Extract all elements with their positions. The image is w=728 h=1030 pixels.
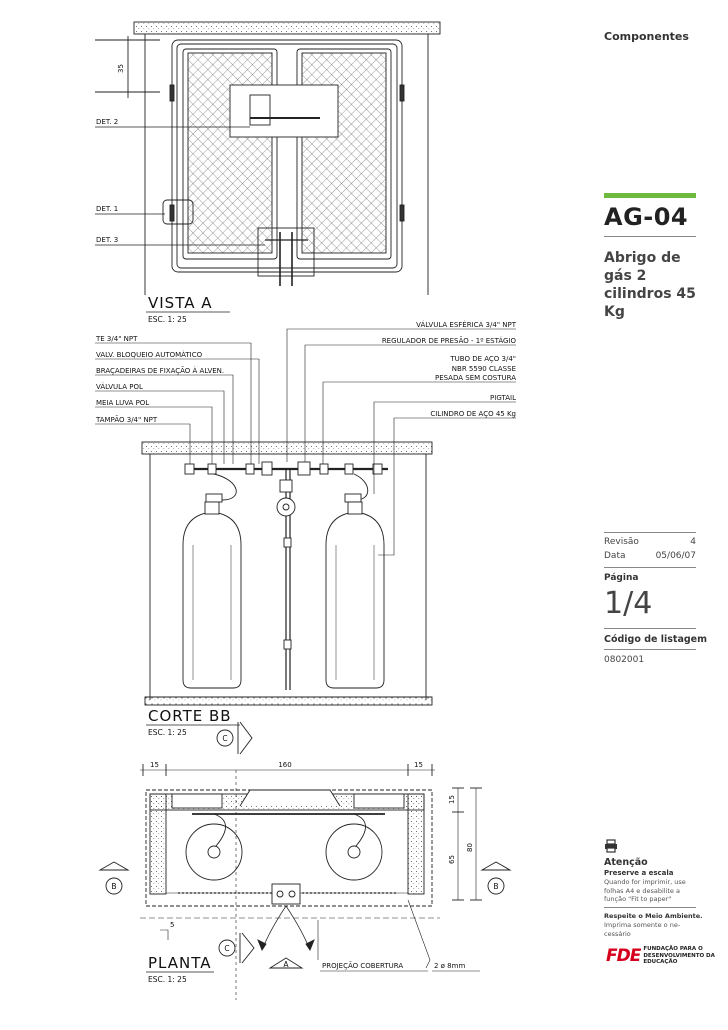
- attention-title: Atenção: [604, 857, 648, 868]
- det2-label: DET. 2: [96, 118, 119, 126]
- det1-label: DET. 1: [96, 205, 119, 213]
- printer-icon: [604, 838, 618, 857]
- section-marker-c-top-label: C: [222, 734, 228, 743]
- dim-5: 5: [170, 921, 175, 929]
- right-gate-mesh: [302, 53, 386, 253]
- dim-15-left: 15: [150, 761, 159, 769]
- drawing-title: Abrigo de gás 2 cilindros 45 Kg: [604, 250, 696, 320]
- environment-title: Respeite o Meio Ambiente.: [604, 912, 703, 920]
- label-cilindro: CILINDRO DE AÇO 45 Kg: [430, 410, 516, 418]
- fde-logo-mark: FDE: [606, 946, 641, 966]
- divider: [604, 649, 696, 650]
- revision-value: 4: [690, 537, 696, 547]
- label-bracadeiras: BRAÇADEIRAS DE FIXAÇÃO À ALVEN.: [96, 367, 225, 375]
- section-marker-c-bottom: C: [224, 944, 230, 953]
- fde-logo: [606, 946, 728, 966]
- det3-label: DET. 3: [96, 236, 119, 244]
- vista-a-title: VISTA A: [148, 294, 213, 312]
- divider: [604, 628, 696, 629]
- date-value: 05/06/07: [655, 551, 696, 561]
- corte-bb-title: CORTE BB: [148, 707, 232, 725]
- view-marker-a: A: [283, 960, 289, 969]
- label-regulador: REGULADOR DE PRESÃO - 1º ESTÁGIO: [381, 337, 516, 345]
- corte-bb-view: [95, 329, 516, 705]
- label-pigtail: PIGTAIL: [490, 394, 516, 402]
- vista-a-view: [95, 22, 440, 295]
- section-marker-b-left: B: [111, 882, 117, 891]
- environment-body: Imprima somente o ne-cessário: [604, 921, 681, 938]
- revision-label: Revisão: [604, 537, 639, 547]
- attention-subtitle: Preserve a escala: [604, 869, 674, 877]
- divider: [604, 236, 696, 237]
- revision-row: [604, 537, 696, 547]
- page-number: 1/4: [604, 586, 653, 621]
- dim-35: 35: [117, 64, 125, 73]
- left-gate-mesh: [188, 53, 272, 253]
- drawing-code: AG-04: [604, 203, 689, 231]
- dim-v65: 65: [448, 855, 456, 864]
- planta-title: PLANTA: [148, 954, 212, 972]
- date-row: [604, 551, 696, 561]
- divider: [604, 567, 696, 568]
- label-bar: 2 ø 8mm: [434, 962, 466, 970]
- corte-bb-scale: ESC. 1: 25: [148, 728, 187, 737]
- listing-code-label: Código de listagem: [604, 634, 708, 645]
- divider: [604, 907, 696, 908]
- label-valvula-esferica: VÁLVULA ESFÉRICA 3/4" NPT: [416, 321, 516, 329]
- dim-v15: 15: [448, 795, 456, 804]
- label-meia-luva: MEIA LUVA POL: [96, 399, 150, 407]
- label-valv-bloqueio: VALV. BLOQUEIO AUTOMÁTICO: [96, 351, 203, 359]
- label-valvula-pol: VÁLVULA POL: [96, 383, 143, 391]
- date-label: Data: [604, 551, 626, 561]
- label-tubo-2: NBR 5590 CLASSE: [451, 365, 516, 373]
- label-tubo-3: PESADA SEM COSTURA: [434, 374, 516, 382]
- info-sidebar: [604, 0, 728, 1030]
- attention-body: Quando for imprimir, use folhas A4 e desabilite a função "Fit to paper": [604, 878, 686, 903]
- label-tubo-1: TUBO DE AÇO 3/4": [450, 355, 516, 363]
- dim-160: 160: [278, 761, 292, 769]
- vista-a-scale: ESC. 1: 25: [148, 315, 187, 324]
- planta-scale: ESC. 1: 25: [148, 975, 187, 984]
- right-cylinder: [326, 512, 384, 688]
- accent-bar: [604, 193, 696, 198]
- label-tampao: TAMPÃO 3/4" NPT: [96, 416, 158, 424]
- label-te: TE 3/4" NPT: [96, 335, 138, 343]
- listing-code-value: 0802001: [604, 655, 645, 665]
- dim-v80: 80: [466, 843, 474, 852]
- fde-logo-org: FUNDAÇÃO PARA O DESENVOLVIMENTO DA EDUCAÇÃO: [643, 946, 715, 966]
- roof-slab: [134, 22, 440, 34]
- left-cylinder: [183, 512, 241, 688]
- page-label: Página: [604, 573, 639, 583]
- section-marker-b-right: B: [493, 882, 499, 891]
- plan-left-cylinder: [186, 824, 242, 880]
- divider: [604, 532, 696, 533]
- dim-15-right: 15: [414, 761, 423, 769]
- section-heading: Componentes: [604, 30, 689, 43]
- plan-right-cylinder: [326, 824, 382, 880]
- label-projecao: PROJEÇÃO COBERTURA: [322, 962, 404, 970]
